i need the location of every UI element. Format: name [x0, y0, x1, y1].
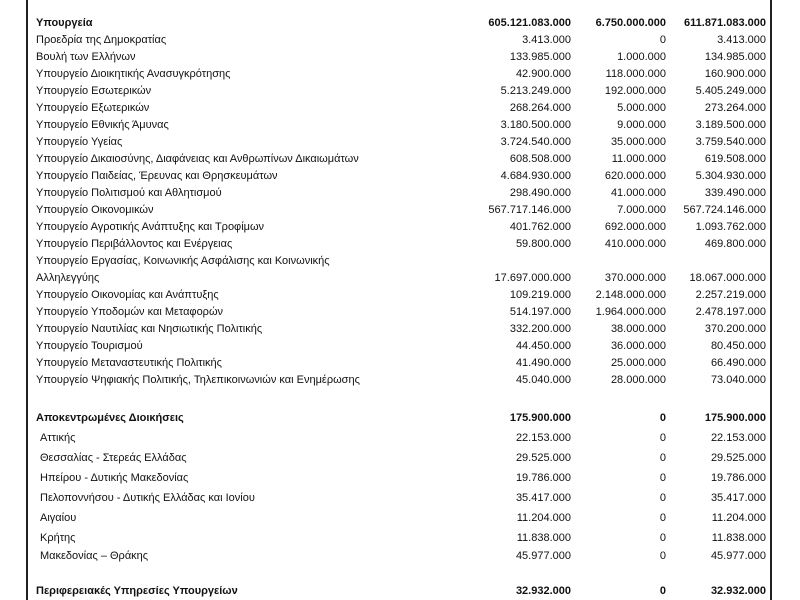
initial-amount: 514.197.000 [509, 306, 571, 318]
table-row [36, 32, 772, 49]
change-amount: 692.000.000 [604, 221, 666, 233]
row-label: Περιφερειακές Υπηρεσίες Υπουργείων [36, 585, 238, 597]
final-amount: 160.900.000 [704, 68, 766, 80]
table-row [36, 287, 772, 304]
initial-amount: 608.508.000 [509, 153, 571, 165]
final-amount: 73.040.000 [710, 374, 766, 386]
change-amount: 0 [659, 452, 666, 464]
initial-amount: 11.204.000 [516, 512, 571, 524]
row-label: Υπουργείο Διοικητικής Ανασυγκρότησης [36, 68, 231, 80]
row-label: Υπουργείο Εθνικής Άμυνας [36, 119, 169, 131]
final-amount: 3.413.000 [717, 34, 766, 46]
change-amount: 41.000.000 [610, 187, 666, 199]
change-amount: 0 [659, 512, 666, 524]
change-amount: 0 [659, 412, 666, 424]
table-row [36, 202, 772, 219]
table-row [36, 470, 772, 487]
initial-amount: 175.900.000 [509, 412, 571, 424]
initial-amount: 42.900.000 [515, 68, 571, 80]
table-left-border [26, 0, 28, 600]
table-row [36, 430, 772, 447]
final-amount: 3.759.540.000 [695, 136, 766, 148]
table-row [36, 49, 772, 66]
table-row [36, 338, 772, 355]
table-row [36, 219, 772, 236]
initial-amount: 3.413.000 [522, 34, 571, 46]
final-amount: 35.417.000 [710, 492, 766, 504]
final-amount: 2.257.219.000 [695, 289, 766, 301]
table-row [36, 355, 772, 372]
change-amount: 11.000.000 [611, 153, 666, 165]
initial-amount: 3.180.500.000 [500, 119, 571, 131]
change-amount: 28.000.000 [610, 374, 666, 386]
table-row [36, 530, 772, 547]
table-row [36, 83, 772, 100]
change-amount: 6.750.000.000 [595, 17, 666, 29]
final-amount: 619.508.000 [704, 153, 766, 165]
initial-amount: 22.153.000 [515, 432, 571, 444]
final-amount: 29.525.000 [710, 452, 766, 464]
change-amount: 0 [659, 550, 666, 562]
table-row [36, 372, 772, 389]
initial-amount: 45.977.000 [515, 550, 571, 562]
final-amount: 66.490.000 [710, 357, 766, 369]
change-amount: 620.000.000 [604, 170, 666, 182]
row-label: Αιγαίου [40, 512, 77, 524]
table-row [36, 134, 772, 151]
change-amount: 0 [659, 432, 666, 444]
change-amount: 0 [659, 34, 666, 46]
change-amount: 0 [659, 472, 666, 484]
initial-amount: 109.219.000 [509, 289, 571, 301]
row-label: Αλληλεγγύης [36, 272, 100, 284]
initial-amount: 401.762.000 [509, 221, 571, 233]
final-amount: 175.900.000 [704, 412, 766, 424]
row-label: Αποκεντρωμένες Διοικήσεις [36, 412, 184, 424]
row-label: Υπουργείο Εσωτερικών [36, 85, 152, 97]
change-amount: 1.000.000 [617, 51, 666, 63]
initial-amount: 19.786.000 [515, 472, 571, 484]
initial-amount: 268.264.000 [509, 102, 571, 114]
row-label: Υπουργείο Οικονομίας και Ανάπτυξης [36, 289, 219, 301]
final-amount: 45.977.000 [710, 550, 766, 562]
final-amount: 5.405.249.000 [695, 85, 766, 97]
change-amount: 2.148.000.000 [595, 289, 666, 301]
final-amount: 22.153.000 [710, 432, 766, 444]
change-amount: 35.000.000 [610, 136, 666, 148]
change-amount: 9.000.000 [617, 119, 666, 131]
row-label: Υπουργείο Τουρισμού [36, 340, 143, 352]
row-label: Προεδρία της Δημοκρατίας [36, 34, 167, 46]
final-amount: 273.264.000 [704, 102, 766, 114]
initial-amount: 567.717.146.000 [488, 204, 571, 216]
initial-amount: 35.417.000 [515, 492, 571, 504]
change-amount: 25.000.000 [610, 357, 666, 369]
row-label: Υπουργείο Αγροτικής Ανάπτυξης και Τροφίμων [36, 221, 265, 233]
initial-amount: 59.800.000 [515, 238, 571, 250]
row-label: Υπουργείο Υποδομών και Μεταφορών [36, 306, 224, 318]
row-label: Μακεδονίας – Θράκης [40, 550, 149, 562]
initial-amount: 17.697.000.000 [494, 272, 571, 284]
final-amount: 567.724.146.000 [683, 204, 766, 216]
row-label: Υπουργεία [36, 17, 93, 29]
initial-amount: 4.684.930.000 [500, 170, 571, 182]
change-amount: 0 [659, 532, 666, 544]
regional-total-row [36, 583, 772, 600]
change-amount: 7.000.000 [617, 204, 666, 216]
table-row [36, 100, 772, 117]
table-row [36, 321, 772, 338]
row-label: Αττικής [40, 432, 76, 444]
final-amount: 18.067.000.000 [689, 272, 766, 284]
table-row [36, 168, 772, 185]
table-row [36, 304, 772, 321]
initial-amount: 32.932.000 [515, 585, 571, 597]
table-row [36, 510, 772, 527]
final-amount: 5.304.930.000 [695, 170, 766, 182]
final-amount: 19.786.000 [710, 472, 766, 484]
table-row-wrap-line [36, 253, 772, 270]
change-amount: 5.000.000 [617, 102, 666, 114]
final-amount: 1.093.762.000 [695, 221, 766, 233]
final-amount: 3.189.500.000 [695, 119, 766, 131]
change-amount: 370.000.000 [604, 272, 666, 284]
change-amount: 1.964.000.000 [595, 306, 666, 318]
change-amount: 36.000.000 [610, 340, 666, 352]
initial-amount: 11.838.000 [516, 532, 571, 544]
table-row [36, 151, 772, 168]
change-amount: 410.000.000 [604, 238, 666, 250]
table-row [36, 270, 772, 287]
decentralized-total-row [36, 410, 772, 427]
row-label: Υπουργείο Ναυτιλίας και Νησιωτικής Πολιτικής [36, 323, 263, 335]
row-label: Θεσσαλίας - Στερεάς Ελλάδας [40, 452, 187, 464]
final-amount: 32.932.000 [710, 585, 766, 597]
ministries-total-row [36, 15, 772, 32]
row-label: Υπουργείο Οικονομικών [36, 204, 154, 216]
final-amount: 11.204.000 [711, 512, 766, 524]
final-amount: 80.450.000 [710, 340, 766, 352]
change-amount: 118.000.000 [605, 68, 666, 80]
change-amount: 38.000.000 [610, 323, 666, 335]
initial-amount: 41.490.000 [515, 357, 571, 369]
row-label: Υπουργείο Δικαιοσύνης, Διαφάνειας και Ανθρωπίνων Δικαιωμάτων [36, 153, 359, 165]
initial-amount: 3.724.540.000 [500, 136, 571, 148]
row-label: Υπουργείο Μεταναστευτικής Πολιτικής [36, 357, 222, 369]
row-label: Υπουργείο Εξωτερικών [36, 102, 150, 114]
table-row [36, 66, 772, 83]
final-amount: 370.200.000 [704, 323, 766, 335]
final-amount: 611.871.083.000 [684, 17, 766, 29]
row-label: Πελοποννήσου - Δυτικής Ελλάδας και Ιονίου [40, 492, 255, 504]
initial-amount: 332.200.000 [509, 323, 571, 335]
initial-amount: 133.985.000 [509, 51, 571, 63]
change-amount: 192.000.000 [604, 85, 666, 97]
table-row [36, 185, 772, 202]
row-label: Υπουργείο Ψηφιακής Πολιτικής, Τηλεπικοινωνιών και Ενημέρωσης [36, 374, 360, 386]
final-amount: 134.985.000 [704, 51, 766, 63]
initial-amount: 44.450.000 [515, 340, 571, 352]
row-label: Ηπείρου - Δυτικής Μακεδονίας [40, 472, 189, 484]
initial-amount: 29.525.000 [515, 452, 571, 464]
final-amount: 11.838.000 [711, 532, 766, 544]
final-amount: 2.478.197.000 [695, 306, 766, 318]
row-label: Κρήτης [40, 532, 76, 544]
row-label: Βουλή των Ελλήνων [36, 51, 136, 63]
table-row [36, 490, 772, 507]
initial-amount: 45.040.000 [515, 374, 571, 386]
final-amount: 469.800.000 [704, 238, 766, 250]
table-row [36, 450, 772, 467]
initial-amount: 605.121.083.000 [488, 17, 571, 29]
change-amount: 0 [659, 492, 666, 504]
table-row [36, 117, 772, 134]
initial-amount: 298.490.000 [509, 187, 571, 199]
table-row [36, 236, 772, 253]
row-label: Υπουργείο Υγείας [36, 136, 123, 148]
row-label: Υπουργείο Πολιτισμού και Αθλητισμού [36, 187, 222, 199]
row-label: Υπουργείο Εργασίας, Κοινωνικής Ασφάλισης και Κοινωνικής [36, 255, 330, 267]
final-amount: 339.490.000 [704, 187, 766, 199]
row-label: Υπουργείο Περιβάλλοντος και Ενέργειας [36, 238, 233, 250]
change-amount: 0 [659, 585, 666, 597]
initial-amount: 5.213.249.000 [500, 85, 571, 97]
row-label: Υπουργείο Παιδείας, Έρευνας και Θρησκευμάτων [36, 170, 278, 182]
table-row [36, 548, 772, 565]
